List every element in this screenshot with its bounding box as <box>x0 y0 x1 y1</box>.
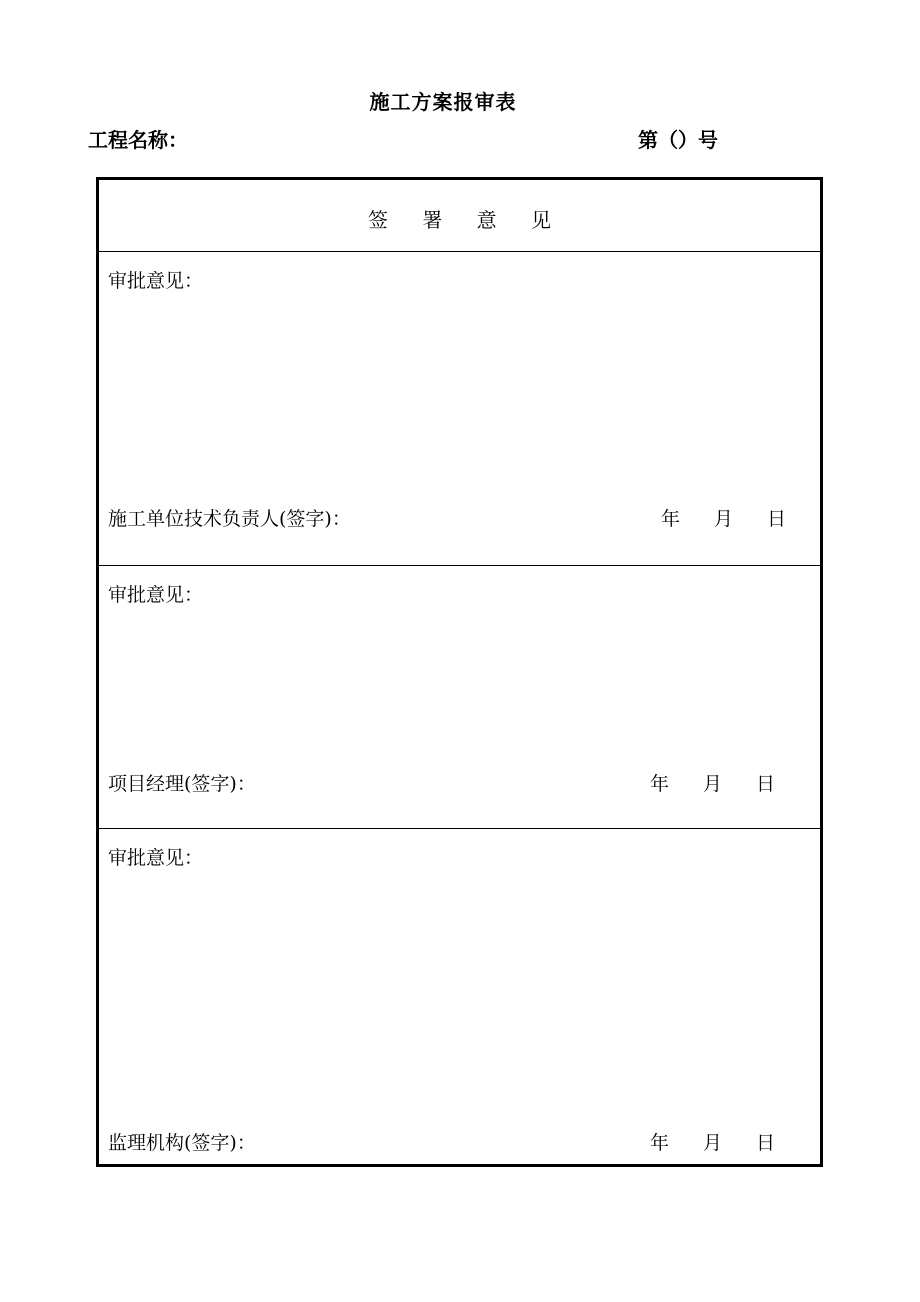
form-title: 施工方案报审表 <box>369 90 517 114</box>
opinion-label: 审批意见： <box>108 270 204 292</box>
day-label: 日 <box>756 1132 776 1154</box>
header-char: 签 <box>367 208 388 232</box>
header-char: 意 <box>476 208 497 232</box>
day-label: 日 <box>756 773 776 795</box>
date-field <box>661 504 786 531</box>
month-label: 月 <box>703 1132 723 1154</box>
document-number-label: 第（）号 <box>638 128 718 152</box>
header-char: 见 <box>531 208 552 232</box>
date-field <box>650 769 775 796</box>
date-field <box>650 1128 775 1155</box>
opinion-label: 审批意见： <box>108 847 204 869</box>
year-label: 年 <box>650 1132 670 1154</box>
approval-section-supervision-agency <box>99 829 820 1164</box>
signer-label: 施工单位技术负责人(签字)： <box>108 508 351 530</box>
approval-form-table <box>96 177 823 1167</box>
month-label: 月 <box>703 773 723 795</box>
year-label: 年 <box>650 773 670 795</box>
signature-opinion-header <box>99 180 820 252</box>
header-char: 署 <box>422 208 443 232</box>
day-label: 日 <box>767 508 787 530</box>
signer-label: 项目经理(签字)： <box>108 773 256 795</box>
approval-section-construction-unit <box>99 252 820 566</box>
month-label: 月 <box>714 508 734 530</box>
year-label: 年 <box>661 508 681 530</box>
opinion-label: 审批意见： <box>108 584 204 606</box>
approval-section-project-manager <box>99 566 820 829</box>
project-name-label: 工程名称： <box>88 128 188 152</box>
signer-label: 监理机构(签字)： <box>108 1132 256 1154</box>
header-text <box>99 204 820 233</box>
